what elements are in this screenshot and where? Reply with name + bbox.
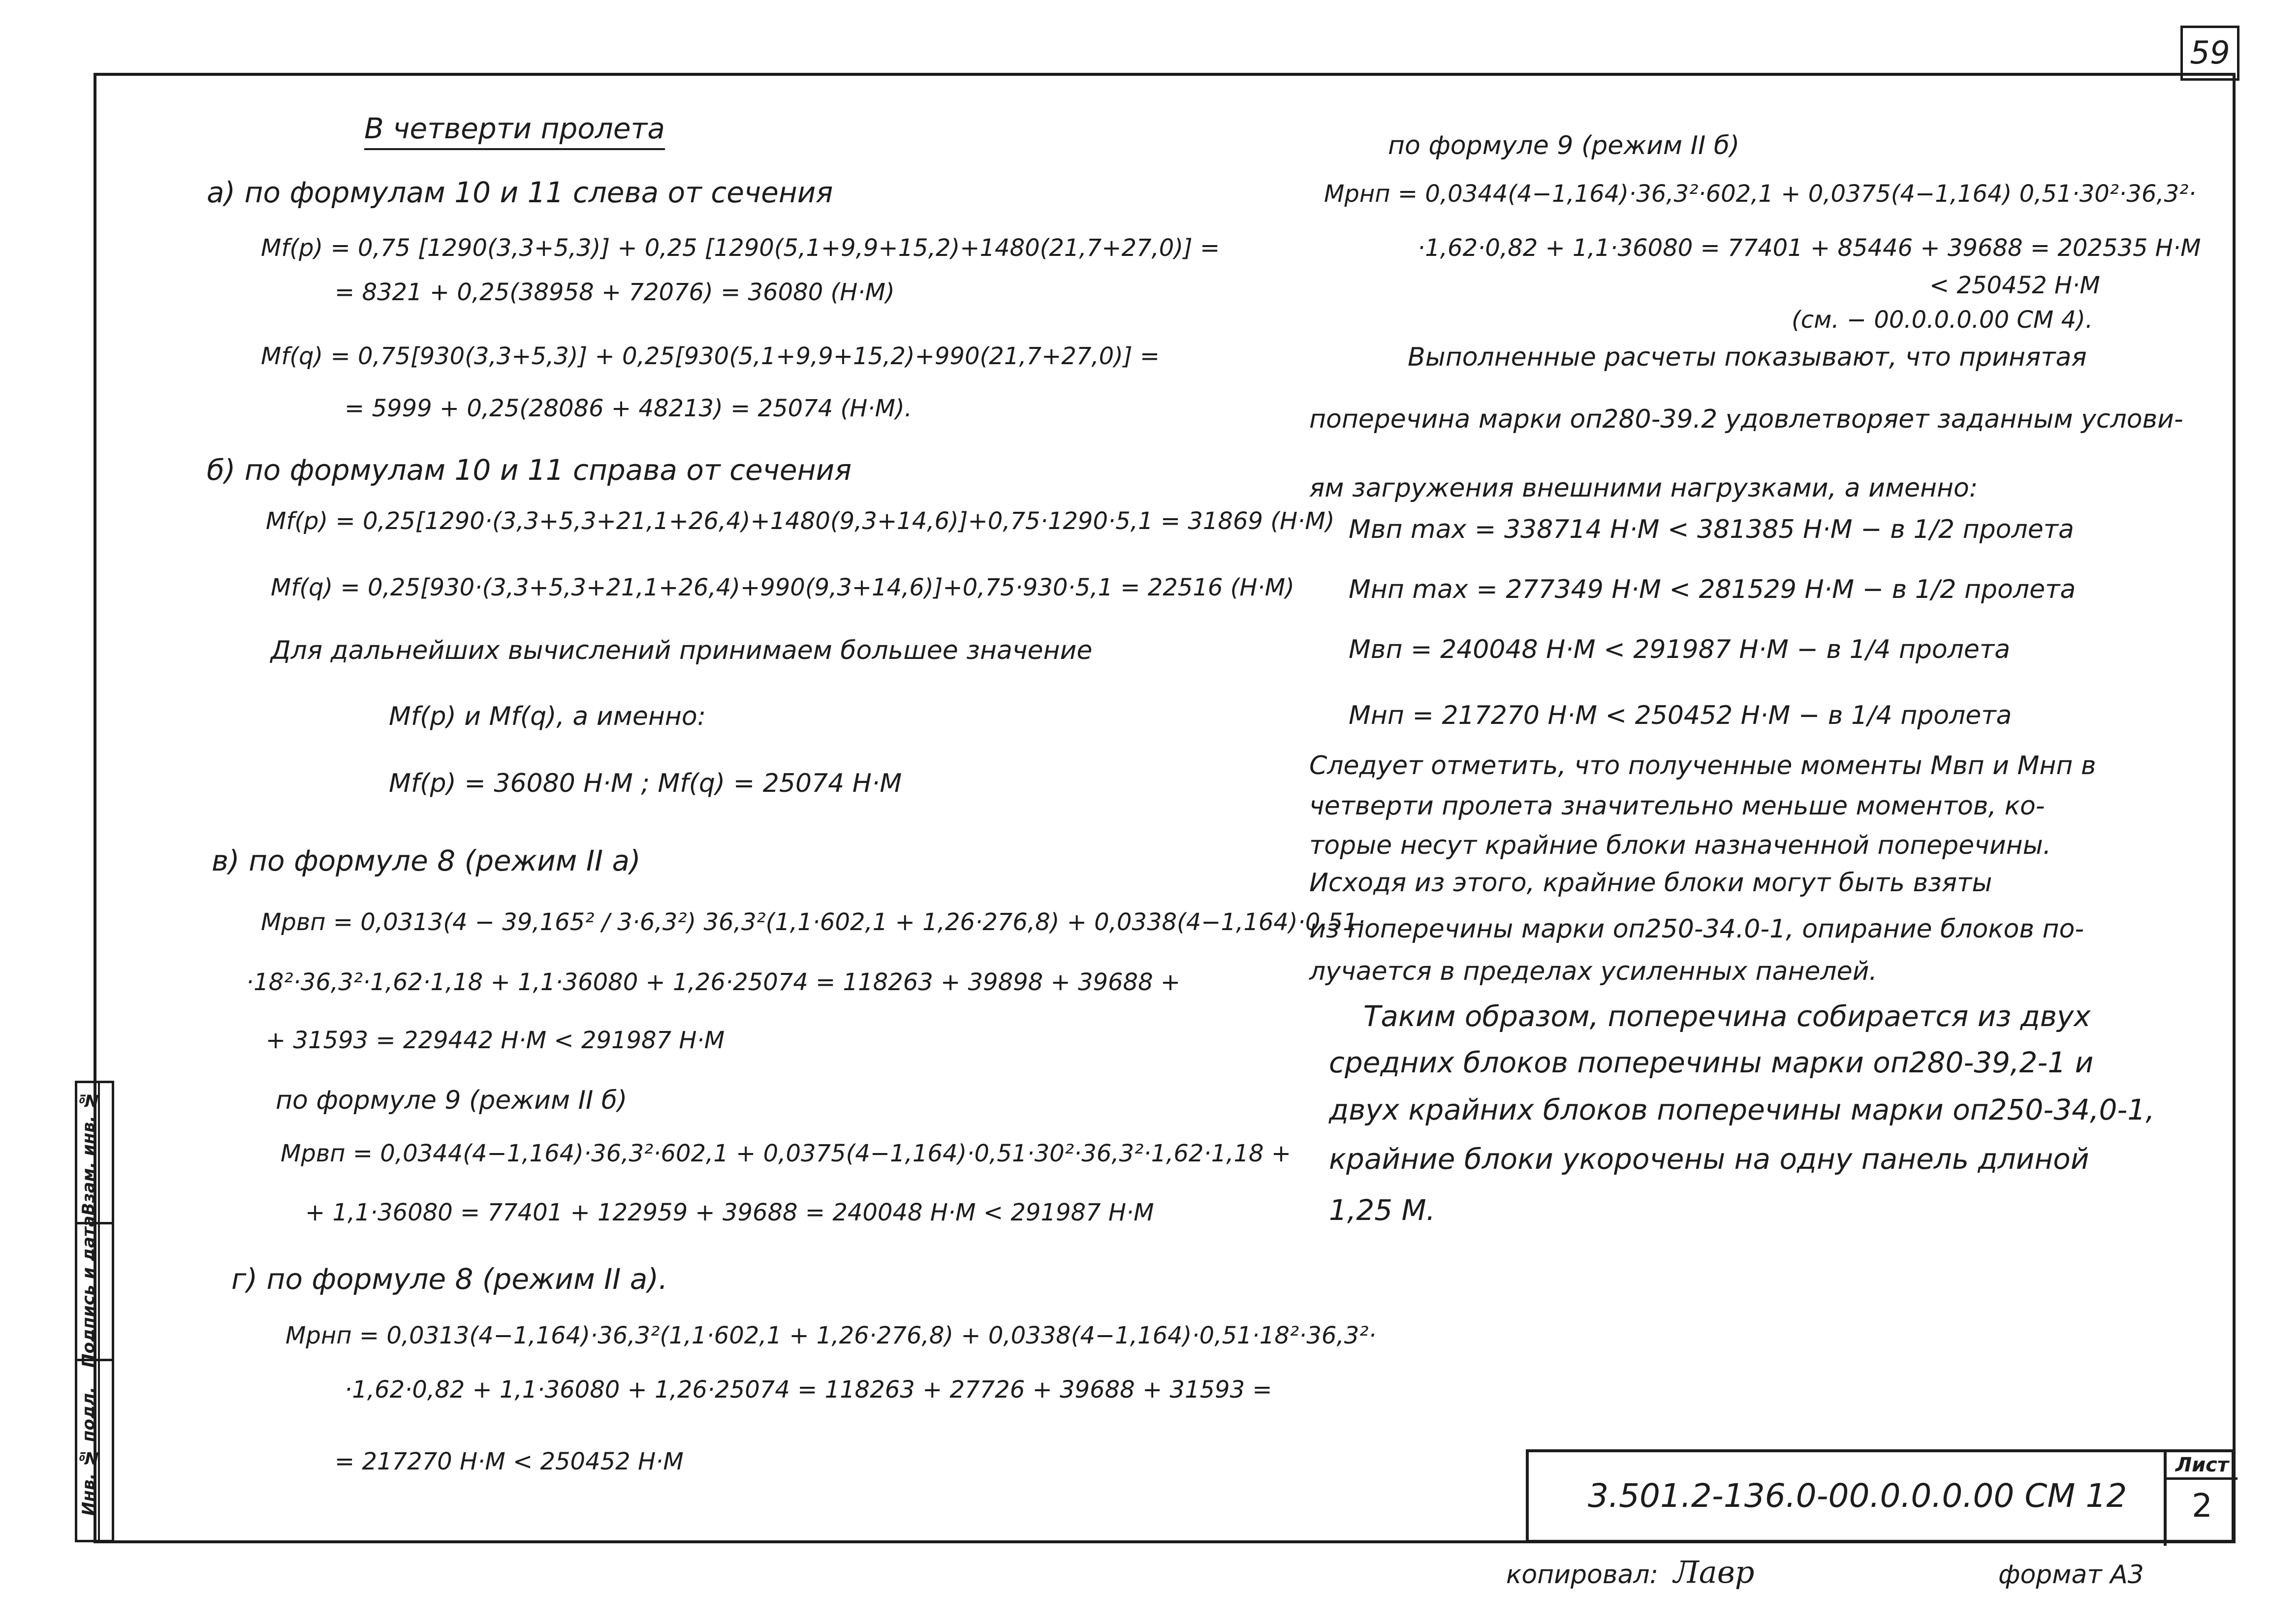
item-g-heading: г) по формуле 8 (режим II а). <box>231 1262 668 1296</box>
formula-line: Mf(q) = 0,25[930·(3,3+5,3+21,1+26,4)+990(9,3+14,6)]+0,75·930·5,1 = 22516 (Н·М) <box>271 574 1294 601</box>
sheet-page-number: 2 <box>2192 1487 2212 1525</box>
side-stamp-replaced-inv: Взам. инв. № <box>79 1090 98 1216</box>
text-line: крайние блоки укорочены на одну панель длиной <box>1329 1142 2089 1176</box>
reference-note: (см. − 00.0.0.0.00 СМ 4). <box>1792 306 2093 334</box>
formula-line: = 5999 + 0,25(28086 + 48213) = 25074 (Н·М). <box>345 395 912 422</box>
moment-check-line: Мвп = 240048 Н·М < 291987 Н·М − в 1/4 пролета <box>1349 635 2011 664</box>
text-line: Следует отметить, что полученные моменты Мвп и Мнп в <box>1309 751 2096 781</box>
copier-signature: Лавр <box>1673 1554 1755 1590</box>
formula-line: Mpвп = 0,0344(4−1,164)·36,3²·602,1 + 0,0375(4−1,164)·0,51·30²·36,3²·1,62·1,18 + <box>281 1140 1292 1167</box>
moment-check-line: Мвп max = 338714 Н·М < 381385 Н·М − в 1/2 пролета <box>1349 515 2074 544</box>
moment-check-line: Мнп = 217270 Н·М < 250452 Н·М − в 1/4 пролета <box>1349 701 2012 730</box>
text-line: из поперечины марки оп250-34.0-1, опирание блоков по- <box>1309 914 2084 944</box>
side-stamp <box>75 1081 114 1542</box>
formula-line: Mf(p) = 0,25[1290·(3,3+5,3+21,1+26,4)+1480(9,3+14,6)]+0,75·1290·5,1 = 31869 (Н·М) <box>266 507 1335 535</box>
side-stamp-inv-original: Инв. № подл. <box>79 1386 98 1516</box>
text-line: Таким образом, поперечина собирается из двух <box>1363 999 2091 1033</box>
text-line: торые несут крайние блоки назначенной поперечины. <box>1309 831 2051 860</box>
section-heading: В четверти пролета <box>364 112 665 150</box>
text-line: средних блоков поперечины марки оп280-39,2-1 и <box>1329 1046 2094 1079</box>
text-line: Для дальнейших вычислений принимаем большее значение <box>271 636 1093 665</box>
text-line: Исходя из этого, крайние блоки могут быть взяты <box>1309 868 1992 898</box>
formula-line: Mf(q) = 0,75[930(3,3+5,3)] + 0,25[930(5,1+9,9+15,2)+990(21,7+27,0)] = <box>261 343 1160 370</box>
formula-line: = 8321 + 0,25(38958 + 72076) = 36080 (Н·М) <box>335 279 895 306</box>
formula-line: Mf(p) = 0,75 [1290(3,3+5,3)] + 0,25 [1290(5,1+9,9+15,2)+1480(21,7+27,0)] = <box>261 234 1220 262</box>
side-stamp-signature-date: Подпись и дата <box>79 1216 98 1368</box>
item-b-heading: б) по формулам 10 и 11 справа от сечения <box>207 453 852 487</box>
formula-line: ·1,62·0,82 + 1,1·36080 = 77401 + 85446 + 39688 = 202535 Н·М <box>1418 234 2201 262</box>
sheet-cell <box>2164 1452 2238 1546</box>
text-line: 1,25 М. <box>1329 1193 1436 1227</box>
item-v-heading: в) по формуле 8 (режим II а) <box>212 844 641 877</box>
text-line: ям загружения внешними нагрузками, а именно: <box>1309 473 1978 503</box>
copied-by-label: копировал: <box>1506 1560 1659 1590</box>
text-line: Выполненные расчеты показывают, что принятая <box>1408 343 2087 372</box>
title-block <box>1526 1449 2235 1543</box>
formula-line: < 250452 Н·М <box>1929 272 2100 299</box>
text-line: лучается в пределах усиленных панелей. <box>1309 957 1877 986</box>
formula-line: + 31593 = 229442 Н·М < 291987 Н·М <box>266 1027 725 1054</box>
formula-line: = 217270 Н·М < 250452 Н·М <box>335 1448 684 1475</box>
text-line: четверти пролета значительно меньше моментов, ко- <box>1309 791 2045 821</box>
sheet-number: 59 <box>2180 26 2239 81</box>
formula-line: ·18²·36,3²·1,62·1,18 + 1,1·36080 + 1,26·25074 = 118263 + 39898 + 39688 + <box>246 968 1181 996</box>
item-a-heading: а) по формулам 10 и 11 слева от сечения <box>207 176 833 209</box>
formula-line: Mpнп = 0,0313(4−1,164)·36,3²(1,1·602,1 + 1,26·276,8) + 0,0338(4−1,164)·0,51·18²·36,3²· <box>285 1322 1376 1349</box>
text-line: Mf(p) и Mf(q), а именно: <box>389 702 706 731</box>
subheading: по формуле 9 (режим II б) <box>1388 131 1740 160</box>
formula-line: Mpнп = 0,0344(4−1,164)·36,3²·602,1 + 0,0375(4−1,164) 0,51·30²·36,3²· <box>1324 180 2196 208</box>
formula-line: Mf(p) = 36080 Н·М ; Mf(q) = 25074 Н·М <box>389 769 902 798</box>
subheading: по формуле 9 (режим II б) <box>276 1086 628 1115</box>
formula-line: ·1,62·0,82 + 1,1·36080 + 1,26·25074 = 118263 + 27726 + 39688 + 31593 = <box>345 1376 1272 1404</box>
formula-line: + 1,1·36080 = 77401 + 122959 + 39688 = 240048 Н·М < 291987 Н·М <box>305 1199 1154 1226</box>
formula-line: Mpвп = 0,0313(4 − 39,165² / 3·6,3²) 36,3²(1,1·602,1 + 1,26·276,8) + 0,0338(4−1,164)·0,51· <box>261 908 1366 936</box>
sheet-label: Лист <box>2167 1452 2238 1480</box>
text-line: поперечина марки оп280-39.2 удовлетворяет заданным услови- <box>1309 405 2183 434</box>
document-code: 3.501.2-136.0-00.0.0.0.00 СМ 12 <box>1588 1477 2127 1515</box>
text-line: двух крайних блоков поперечины марки оп250-34,0-1, <box>1329 1093 2155 1126</box>
moment-check-line: Мнп max = 277349 Н·М < 281529 Н·М − в 1/2 пролета <box>1349 575 2076 604</box>
format-label: формат А3 <box>1998 1560 2144 1590</box>
